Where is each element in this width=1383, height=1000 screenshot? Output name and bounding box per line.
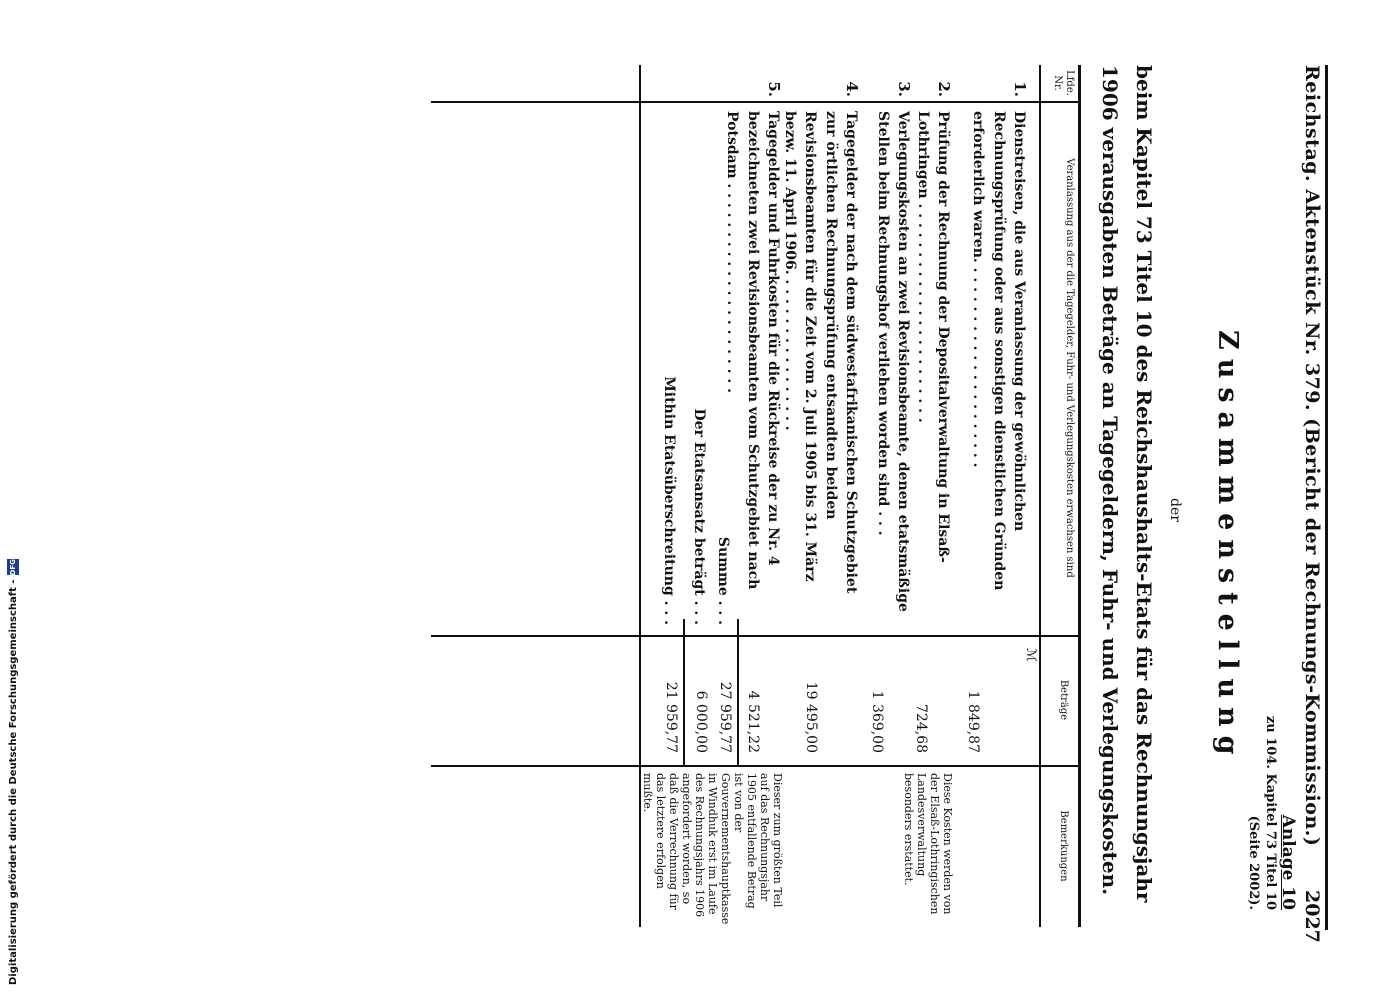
total-label: Mithin Etatsüberschreitung . . . — [661, 376, 677, 625]
annex-page-ref: (Seite 2002). — [1246, 815, 1261, 910]
footer-text: Digitalisierung gefördert durch die Deutsche Forschungsgemeinschaft - — [7, 579, 19, 985]
header-rule — [1325, 65, 1328, 930]
table-bottom-rule — [639, 65, 641, 927]
row-number: 5. — [765, 81, 783, 97]
header-remarks: Bemerkungen — [1058, 810, 1069, 882]
col-rule-remarks — [431, 765, 1081, 767]
row-amount: 1 849,87 — [965, 690, 981, 753]
header-currency: ℳ — [1023, 648, 1038, 662]
totals-rule — [737, 619, 739, 765]
total-label: Summe . . . — [715, 536, 731, 625]
dfg-logo: DFG — [9, 559, 17, 576]
header-amounts: Beträge — [1058, 679, 1069, 721]
row-remark: Dieser zum größten Teil auf das Rechnungsjahr 1905 entfallende Betrag ist von der Gouvernementshauptkasse in Windhuk erst im Laufe des Rechnungsjahrs 1906 angefordert worden, so daß die Verrechnung für das letztere erfolgen mußte. — [641, 773, 784, 925]
row-amount: 19 495,00 — [803, 681, 819, 753]
total-label: Der Etatsansatz beträgt . . . — [691, 408, 707, 625]
row-number: 2. — [935, 81, 953, 97]
total-amount: 27 959,77 — [717, 681, 733, 753]
page-number: 2027 — [1301, 890, 1323, 943]
row-text: Verlegungskosten an zwei Revisionsbeamte, denen etatsmäßige Stellen beim Rechnungshof verliehen worden sind . . . — [874, 111, 911, 612]
row-amount: 4 521,22 — [745, 690, 761, 753]
document-title: Zusammenstellung — [1212, 330, 1243, 764]
document-der: der — [1167, 498, 1183, 522]
row-text: Prüfung der Rechnung der Depositalverwaltung in Elsaß-Lothringen . . . . . . . . . . . . . . . . . . . . . . . — [914, 111, 951, 563]
digitization-note — [7, 559, 19, 985]
row-text: Tagegelder der nach dem südwestafrikanischen Schutzgebiet zur örtlichen Rechnungsprüfung entsandten beiden Revisionsbeamten für die Zeit vom 2. Juli 1905 bis 31. März bezw. 11. April 1906. . . . . . . . . . . . . . . . . — [782, 111, 859, 594]
document-subtitle — [1093, 65, 1161, 925]
running-header: Reichstag. Aktenstück Nr. 379. (Bericht der Rechnungs-Kommission.) — [1301, 65, 1323, 847]
total-amount: 21 959,77 — [663, 681, 679, 753]
summary-table — [431, 65, 1081, 927]
row-remark: Diese Kosten werden von der Elsaß-Lothringischen Landesverwaltung besonders erstattet. — [902, 773, 954, 915]
annex-title: Anlage 10 — [1278, 814, 1298, 910]
row-number: 4. — [843, 81, 861, 97]
row-amount: 724,68 — [913, 704, 929, 753]
header-occasion: Veranlassung aus der die Tagegelder, Fuhr- und Verlegungskosten erwachsen sind — [1064, 158, 1075, 578]
row-number: 3. — [895, 81, 913, 97]
table-top-rule — [1078, 65, 1081, 927]
document-subtitle-text: beim Kapitel 73 Titel 10 des Reichshaushalts-Etats für das Rechnungsjahr 1906 verausgabten Beträge an Tagegeldern, Fuhr- und Verlegungskosten. — [1098, 65, 1156, 903]
annex-reference: zu 104. Kapitel 73 Titel 10 — [1263, 715, 1278, 910]
row-text: Tagegelder und Fuhrkosten für die Rückreise der zu Nr. 4 bezeichneten zwei Revisionsbeamten vom Schutzgebiet nach Potsdam . . . . . . . . . . . . . . . . . . . . . . — [724, 111, 781, 590]
total-amount: 6 000,00 — [693, 690, 709, 753]
table-header-rule — [1039, 65, 1041, 927]
row-amount: 1 369,00 — [869, 690, 885, 753]
row-number: 1. — [1011, 81, 1029, 97]
row-text: Dienstreisen, die aus Veranlassung der gewöhnlichen Rechnungsprüfung oder aus sonstigen dienstlichen Gründen erforderlich waren. . . . . . . . . . . . . . . . . . . . . . — [970, 111, 1027, 591]
header-number: Lfde. Nr. — [1052, 70, 1075, 96]
col-rule-occasion — [431, 101, 1081, 103]
totals-rule-2 — [683, 619, 685, 765]
